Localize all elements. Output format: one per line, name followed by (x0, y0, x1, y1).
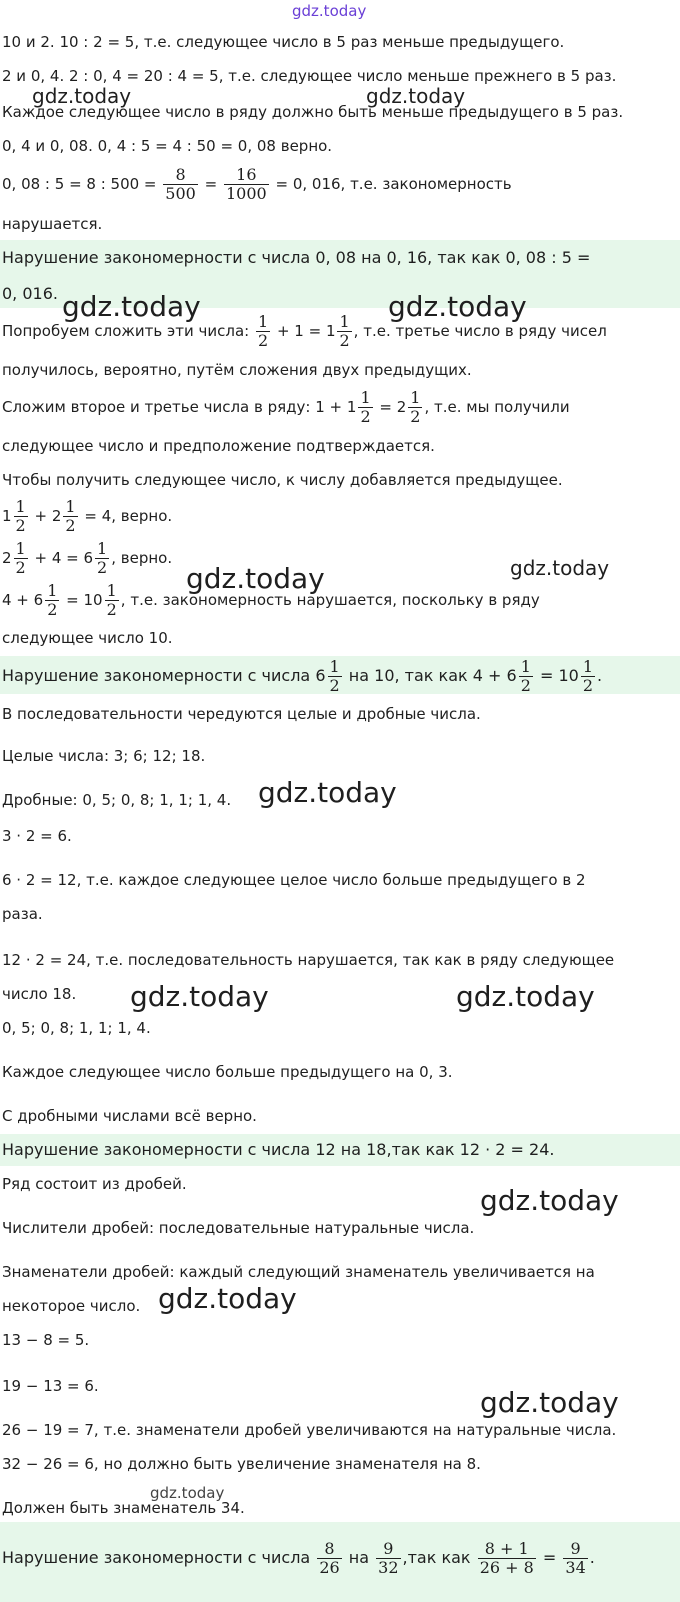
watermark: gdz.today (186, 562, 325, 595)
text-line: Дробные: 0, 5; 0, 8; 1, 1; 1, 4. (2, 791, 232, 809)
text-line: Ряд состоит из дробей. (2, 1175, 187, 1193)
fraction: $\frac{1}{2}$ (339, 312, 350, 350)
fraction: $\frac{1}{2}$ (360, 388, 371, 426)
conclusion-line: Нарушение закономерности с числа 12 на 18,так как 12 · 2 = 24. (2, 1140, 555, 1159)
fraction: $\frac{1}{2}$ (15, 539, 26, 577)
watermark: gdz.today (366, 84, 466, 108)
fraction: $\frac{1}{2}$ (65, 497, 76, 535)
text-line: 6 · 2 = 12, т.е. каждое следующее целое число больше предыдущего в 2 (2, 871, 586, 889)
watermark: gdz.today (480, 1184, 619, 1217)
fraction: $\frac{16}{1000}$ (225, 165, 267, 203)
math-line: 1 $\frac{1}{2}$ + 2 $\frac{1}{2}$ = 4, верно. (2, 497, 173, 535)
text-line: 19 − 13 = 6. (2, 1377, 99, 1395)
fraction: $\frac{8 + 1}{26 + 8}$ (479, 1539, 534, 1577)
text-line: С дробными числами всё верно. (2, 1107, 257, 1125)
text-line: 2 и 0, 4. 2 : 0, 4 = 20 : 4 = 5, т.е. следующее число меньше прежнего в 5 раз. (2, 67, 617, 85)
text-line: 3 · 2 = 6. (2, 827, 72, 845)
text-line: следующее число и предположение подтверждается. (2, 437, 435, 455)
conclusion-line: Нарушение закономерности с числа 0, 08 на 0, 16, так как 0, 08 : 5 = (2, 248, 591, 267)
text-line: число 18. (2, 985, 77, 1003)
watermark: gdz.today (150, 1484, 225, 1502)
fraction: $\frac{1}{2}$ (257, 312, 269, 350)
watermark: gdz.today (158, 1282, 297, 1315)
text-line: В последовательности чередуются целые и дробные числа. (2, 705, 481, 723)
math-line: Попробуем сложить эти числа: $\frac{1}{2}$ + 1 = 1 $\frac{1}{2}$ , т.е. третье число в ряду чисел (2, 312, 607, 350)
fraction: $\frac{1}{2}$ (582, 657, 594, 695)
watermark: gdz.today (130, 980, 269, 1013)
math-line: 2 $\frac{1}{2}$ + 4 = 6 $\frac{1}{2}$ , верно. (2, 539, 173, 577)
watermark: gdz.today (388, 290, 527, 323)
text-line: 26 − 19 = 7, т.е. знаменатели дробей увеличиваются на натуральные числа. (2, 1421, 617, 1439)
text-line: Чтобы получить следующее число, к числу добавляется предыдущее. (2, 471, 563, 489)
text-line: 12 · 2 = 24, т.е. последовательность нарушается, так как в ряду следующее (2, 951, 615, 969)
text-line: Каждое следующее число больше предыдущего на 0, 3. (2, 1063, 453, 1081)
watermark: gdz.today (32, 84, 132, 108)
fraction: $\frac{1}{2}$ (520, 657, 531, 695)
conclusion-line: 0, 016. (2, 284, 58, 303)
text-line: 13 − 8 = 5. (2, 1331, 90, 1349)
text-line: нарушается. (2, 215, 103, 233)
watermark: gdz.today (292, 2, 367, 20)
fraction: $\frac{8}{26}$ (319, 1539, 340, 1577)
watermark: gdz.today (258, 776, 397, 809)
conclusion-line: Нарушение закономерности с числа 6 $\frac{1}{2}$ на 10, так как 4 + 6 $\frac{1}{2}$ = 10 $\frac{1}{2}$ . (2, 657, 603, 695)
text-line: 10 и 2. 10 : 2 = 5, т.е. следующее число в 5 раз меньше предыдущего. (2, 33, 565, 51)
text-line: Каждое следующее число в ряду должно быть меньше предыдущего в 5 раз. (2, 103, 624, 121)
conclusion-line: Нарушение закономерности с числа $\frac{8}{26}$ на $\frac{9}{32}$ ,так как $\frac{8 + 1}{26 + 8}$ = $\frac{9}{34}$ . (2, 1539, 595, 1577)
watermark: gdz.today (510, 556, 610, 580)
fraction: $\frac{1}{2}$ (106, 581, 117, 619)
text-line: Целые числа: 3; 6; 12; 18. (2, 747, 206, 765)
text-line: получилось, вероятно, путём сложения двух предыдущих. (2, 361, 472, 379)
fraction: $\frac{1}{2}$ (97, 539, 108, 577)
text-line: 32 − 26 = 6, но должно быть увеличение знаменателя на 8. (2, 1455, 481, 1473)
watermark: gdz.today (456, 980, 595, 1013)
math-line: 4 + 6 $\frac{1}{2}$ = 10 $\frac{1}{2}$ , т.е. закономерность нарушается, поскольку в ряду (2, 581, 540, 619)
math-line: Сложим второе и третье числа в ряду: 1 + 1 $\frac{1}{2}$ = 2 $\frac{1}{2}$ , т.е. мы получили (2, 388, 570, 426)
watermark: gdz.today (480, 1386, 619, 1419)
text-line: некоторое число. (2, 1297, 141, 1315)
fraction: $\frac{1}{2}$ (329, 657, 340, 695)
text-line: Числители дробей: последовательные натуральные числа. (2, 1219, 475, 1237)
fraction: $\frac{9}{32}$ (378, 1539, 399, 1577)
text-line: 0, 4 и 0, 08. 0, 4 : 5 = 4 : 50 = 0, 08 верно. (2, 137, 333, 155)
watermark: gdz.today (62, 290, 201, 323)
fraction: $\frac{8}{500}$ (165, 165, 196, 203)
fraction: $\frac{9}{34}$ (565, 1539, 586, 1577)
text-line: 0, 5; 0, 8; 1, 1; 1, 4. (2, 1019, 151, 1037)
fraction: $\frac{1}{2}$ (15, 497, 26, 535)
text-line: следующее число 10. (2, 629, 173, 647)
text-line: Должен быть знаменатель 34. (2, 1499, 245, 1517)
fraction: $\frac{1}{2}$ (47, 581, 58, 619)
text-line: раза. (2, 905, 43, 923)
text-line: Знаменатели дробей: каждый следующий знаменатель увеличивается на (2, 1263, 595, 1281)
math-line: 0, 08 : 5 = 8 : 500 = $\frac{8}{500}$ = $\frac{16}{1000}$ = 0, 016, т.е. закономерность (2, 165, 512, 203)
fraction: $\frac{1}{2}$ (410, 388, 421, 426)
